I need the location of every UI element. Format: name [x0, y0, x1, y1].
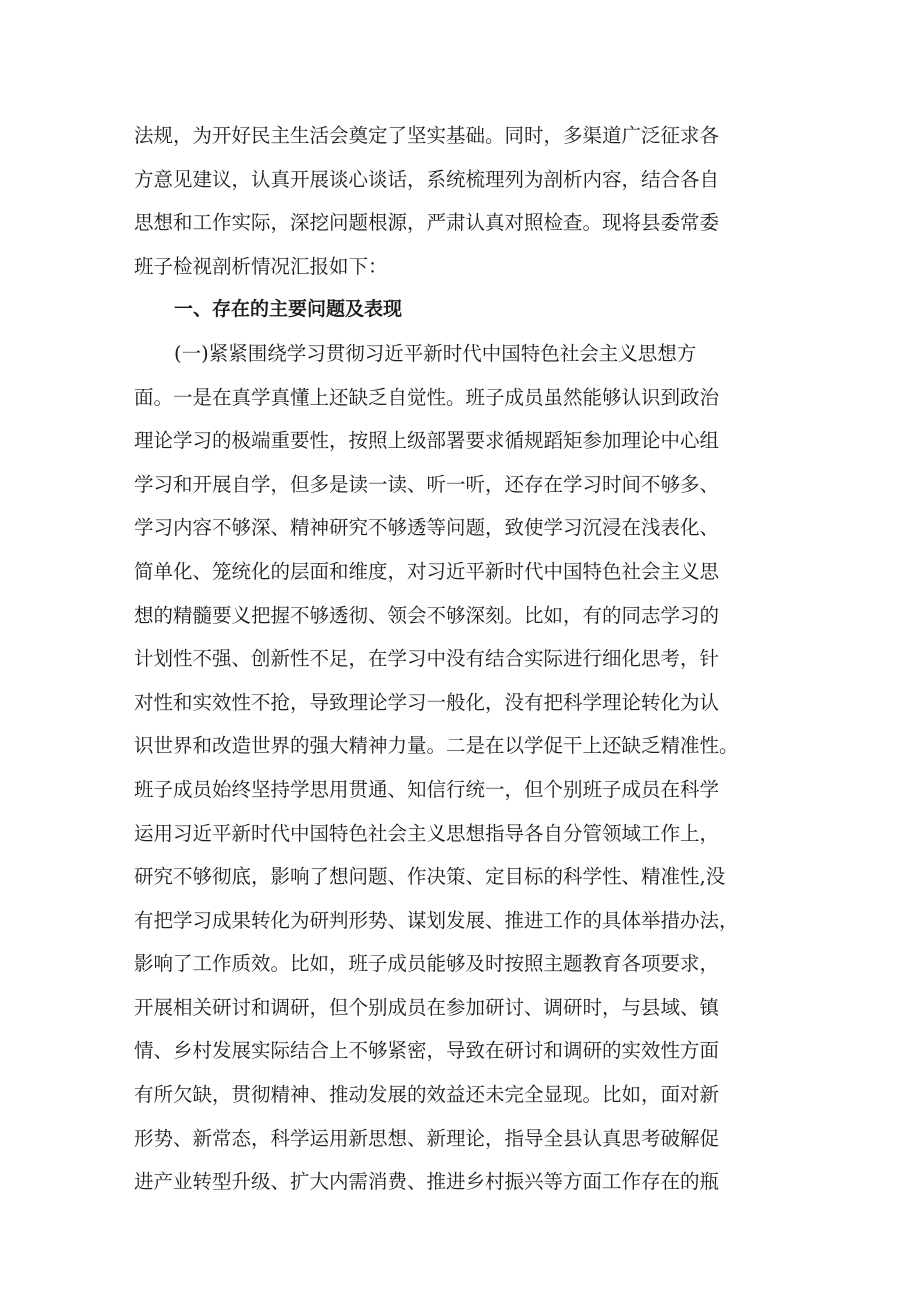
body-line: 开展相关研讨和调研，但个别成员在参加研讨、调研时，与县域、镇 [134, 995, 720, 1019]
section-heading: 一、存在的主要问题及表现 [174, 298, 403, 321]
body-line: 识世界和改造世界的强大精神力量。二是在以学促干上还缺乏精准性。 [134, 734, 739, 758]
body-line: 运用习近平新时代中国特色社会主义思想指导各自分管领域工作上， [134, 821, 720, 845]
body-line: 班子检视剖析情况汇报如下： [134, 254, 388, 278]
body-line: 进产业转型升级、扩大内需消费、推进乡村振兴等方面工作存在的瓶 [134, 1170, 720, 1194]
body-line: 情、乡村发展实际结合上不够紧密，导致在研讨和调研的实效性方面 [134, 1039, 720, 1063]
body-line: 方意见建议，认真开展谈心谈话，系统梳理列为剖析内容，结合各自 [134, 167, 720, 191]
body-line: 班子成员始终坚持学思用贯通、知信行统一，但个别班子成员在科学 [134, 777, 720, 801]
body-line: 想的精髓要义把握不够透彻、领会不够深刻。比如，有的同志学习的 [134, 603, 720, 627]
body-line: 影响了工作质效。比如，班子成员能够及时按照主题教育各项要求， [134, 952, 720, 976]
body-line: 学习内容不够深、精神研究不够透等问题，致使学习沉浸在浅表化、 [134, 516, 720, 540]
body-line: 计划性不强、创新性不足，在学习中没有结合实际进行细化思考，针 [134, 647, 720, 671]
subsection-first-line: (一)紧紧围绕学习贯彻习近平新时代中国特色社会主义思想方 [174, 341, 697, 365]
body-line: 面。一是在真学真懂上还缺乏自觉性。班子成员虽然能够认识到政治 [134, 385, 720, 409]
document-body [134, 114, 804, 1204]
body-line: 简单化、笼统化的层面和维度，对习近平新时代中国特色社会主义思 [134, 559, 720, 583]
body-line: 对性和实效性不抢，导致理论学习一般化，没有把科学理论转化为认 [134, 690, 720, 714]
body-line: 有把学习成果转化为研判形势、谋划发展、推进工作的具体举措办法， [134, 908, 739, 932]
body-line: 思想和工作实际，深挖问题根源，严肃认真对照检查。现将县委常委 [134, 211, 720, 235]
body-line: 形势、新常态，科学运用新思想、新理论，指导全县认真思考破解促 [134, 1126, 720, 1150]
body-line: 法规，为开好民主生活会奠定了坚实基础。同时，多渠道广泛征求各 [134, 124, 720, 147]
body-line: 有所欠缺，贯彻精神、推动发展的效益还未完全显现。比如，面对新 [134, 1083, 720, 1107]
body-line: 学习和开展自学，但多是读一读、听一听，还存在学习时间不够多、 [134, 472, 720, 496]
body-line: 研究不够彻底，影响了想问题、作决策、定目标的科学性、精准性,没 [134, 865, 726, 889]
body-line: 理论学习的极端重要性，按照上级部署要求循规蹈矩参加理论中心组 [134, 429, 720, 453]
